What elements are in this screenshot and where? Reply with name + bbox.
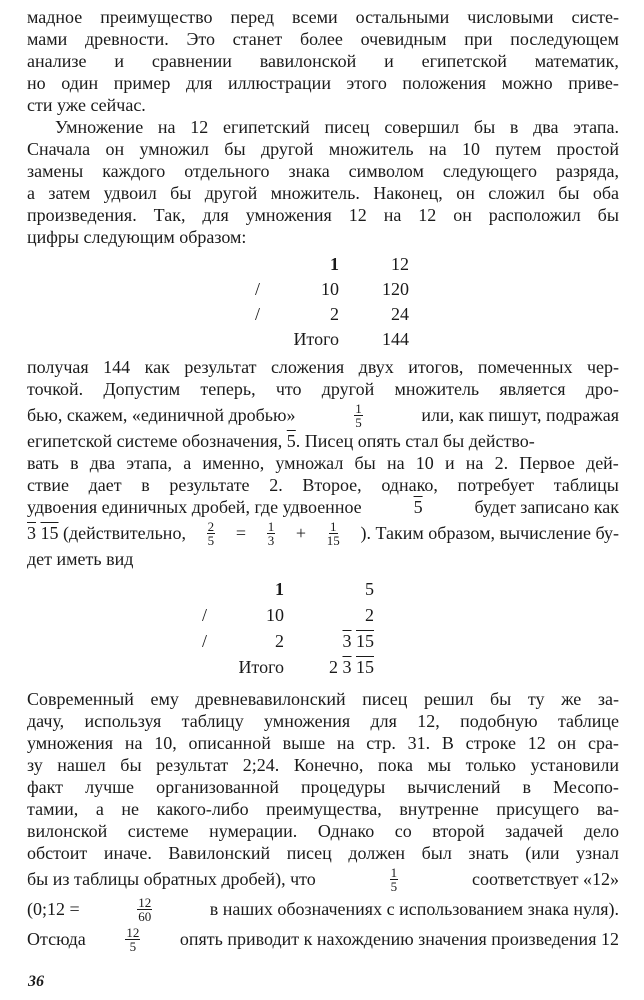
word: за- bbox=[597, 689, 619, 709]
word: Конечно, bbox=[293, 755, 364, 775]
text-line bbox=[27, 820, 619, 842]
word: и bbox=[114, 51, 125, 71]
plus-sign: + bbox=[295, 523, 307, 543]
word: мадное bbox=[27, 7, 83, 27]
text-segment: 3 15 (действительно, bbox=[27, 523, 186, 543]
word: вилонской bbox=[27, 821, 108, 841]
text-line bbox=[27, 924, 619, 954]
word: отдельного bbox=[184, 161, 270, 181]
text-line bbox=[27, 356, 619, 378]
word: 10, bbox=[154, 733, 177, 753]
word: египетской bbox=[421, 51, 507, 71]
word: замены bbox=[27, 161, 84, 181]
word: умножил bbox=[139, 139, 209, 159]
text-line bbox=[27, 496, 619, 518]
text-line bbox=[27, 182, 619, 204]
word: бы bbox=[224, 139, 246, 159]
text-segment: будет записано как bbox=[474, 497, 619, 517]
word: итогов, bbox=[408, 357, 464, 377]
table-row: / 2 24 bbox=[255, 304, 409, 324]
word: остальными bbox=[355, 7, 450, 27]
word: другой bbox=[204, 183, 258, 203]
word: Сначала bbox=[27, 139, 91, 159]
word: умножения bbox=[245, 205, 332, 225]
word: умножал bbox=[275, 453, 344, 473]
denominator: 5 bbox=[355, 414, 362, 430]
word: узнал bbox=[576, 843, 619, 863]
unit-fraction: 5 bbox=[413, 497, 423, 517]
word: что bbox=[275, 379, 302, 399]
paragraph-3 bbox=[27, 356, 619, 570]
word: разряда, bbox=[555, 161, 619, 181]
word: используя bbox=[84, 711, 162, 731]
word: дело bbox=[583, 821, 619, 841]
text-line bbox=[27, 864, 619, 894]
word: на bbox=[383, 205, 402, 225]
text-line bbox=[27, 518, 619, 548]
word: факт bbox=[27, 777, 64, 797]
word: для bbox=[370, 711, 397, 731]
text-line bbox=[27, 400, 619, 430]
word: расположил bbox=[488, 205, 581, 225]
word: 2;24. bbox=[242, 755, 280, 775]
word: Вавилонский bbox=[168, 843, 271, 863]
word: результат bbox=[184, 357, 257, 377]
word: а bbox=[183, 453, 192, 473]
word: оба bbox=[592, 183, 619, 203]
denominator: 5 bbox=[129, 938, 137, 954]
text-segment: опять приводит к нахождению значения произведения 12 bbox=[179, 929, 619, 949]
paragraph-1 bbox=[27, 6, 619, 116]
word: 10 bbox=[461, 139, 480, 159]
word: же bbox=[561, 689, 582, 709]
numerator: 2 bbox=[207, 518, 215, 534]
word: в bbox=[522, 777, 532, 797]
word: со bbox=[394, 821, 412, 841]
word: дей- bbox=[586, 453, 619, 473]
word: дачу, bbox=[27, 711, 65, 731]
text-line bbox=[27, 138, 619, 160]
word: положения bbox=[402, 73, 487, 93]
fraction bbox=[267, 520, 276, 547]
text-segment: (0;12 = bbox=[27, 899, 80, 919]
text-line bbox=[27, 776, 619, 798]
fraction bbox=[137, 896, 152, 923]
fraction bbox=[125, 926, 140, 953]
word: один bbox=[61, 73, 99, 93]
denominator: 15 bbox=[326, 532, 340, 548]
word: в bbox=[141, 475, 150, 495]
text-segment: соответствует «12» bbox=[472, 869, 619, 889]
word: произведения. bbox=[27, 205, 137, 225]
word: дро- bbox=[585, 379, 619, 399]
word: писец bbox=[362, 689, 408, 709]
word: Умножение bbox=[55, 117, 144, 137]
word: ствие bbox=[27, 475, 69, 495]
denominator: 5 bbox=[207, 532, 215, 548]
word: удвоил bbox=[103, 183, 157, 203]
word: два bbox=[533, 117, 559, 137]
word: другой bbox=[260, 139, 314, 159]
text-line bbox=[27, 754, 619, 776]
text-segment: бы из таблицы обратных дробей), что bbox=[27, 869, 316, 889]
text-segment: ). Таким образом, вычисление бу- bbox=[360, 523, 619, 543]
word: описанной bbox=[188, 733, 271, 753]
text-line: цифры следующим образом: bbox=[27, 227, 247, 247]
word: а bbox=[95, 799, 104, 819]
paragraph-2 bbox=[27, 116, 619, 248]
word: анализе bbox=[27, 51, 87, 71]
text-line bbox=[27, 6, 619, 28]
word: множитель bbox=[394, 379, 480, 399]
word: древности. bbox=[85, 29, 169, 49]
table-row: Итого 2 3 15 bbox=[238, 657, 374, 677]
word: таблицу bbox=[181, 711, 244, 731]
word: другой bbox=[321, 379, 375, 399]
word: 12 bbox=[190, 117, 209, 137]
word: сложил bbox=[488, 183, 545, 203]
word: получая bbox=[27, 357, 89, 377]
word: на bbox=[465, 453, 484, 473]
numerator: 1 bbox=[390, 864, 398, 880]
table-row: Итого 144 bbox=[293, 329, 409, 349]
text-line bbox=[27, 474, 619, 496]
word: этапа. bbox=[573, 117, 619, 137]
word: только bbox=[465, 755, 516, 775]
word: он bbox=[453, 205, 472, 225]
word: на bbox=[124, 733, 143, 753]
word: 31. bbox=[407, 733, 431, 753]
text-line bbox=[27, 430, 619, 452]
word: писец bbox=[324, 117, 370, 137]
word: системе bbox=[127, 821, 189, 841]
text-segment: бью, скажем, «единичной дробью» bbox=[27, 405, 296, 425]
egyptian-multiplication-table-1 bbox=[255, 252, 409, 352]
word: преимущество bbox=[100, 7, 213, 27]
page-number: 36 bbox=[28, 973, 44, 990]
word: Второе, bbox=[302, 475, 362, 495]
numerator: 1 bbox=[330, 518, 337, 534]
word: 12, bbox=[417, 711, 440, 731]
word: помеченных bbox=[477, 357, 573, 377]
word: но bbox=[27, 73, 46, 93]
denominator: 3 bbox=[267, 532, 275, 548]
numerator: 1 bbox=[267, 518, 275, 534]
word: и bbox=[444, 453, 455, 473]
unit-fraction: 5 bbox=[286, 431, 296, 451]
fraction bbox=[390, 866, 399, 893]
word: нумерации. bbox=[209, 821, 298, 841]
text-segment: удвоения единичных дробей, где удвоенное bbox=[27, 497, 362, 517]
word: 2. bbox=[269, 475, 283, 495]
word: преимущества, bbox=[266, 799, 382, 819]
word: сравнении bbox=[151, 51, 232, 71]
word: знака bbox=[288, 161, 330, 181]
table-row: 1 5 bbox=[275, 579, 374, 599]
word: 12 bbox=[527, 733, 546, 753]
text-segment: египетской системе обозначения, 5. Писец опять стал бы действо- bbox=[27, 431, 535, 451]
word: результат bbox=[156, 755, 229, 775]
text-line bbox=[27, 798, 619, 820]
word: можно bbox=[501, 73, 553, 93]
text-line bbox=[27, 842, 619, 864]
word: потребует bbox=[457, 475, 535, 495]
word: Наконец, bbox=[373, 183, 443, 203]
word: 144 bbox=[103, 357, 131, 377]
word: знать bbox=[468, 843, 509, 863]
word: бы bbox=[354, 453, 376, 473]
word: последующем bbox=[510, 29, 619, 49]
word: (или bbox=[525, 843, 560, 863]
text-line bbox=[27, 160, 619, 182]
word: ва- bbox=[596, 799, 619, 819]
word: как bbox=[144, 357, 170, 377]
word: дает bbox=[88, 475, 122, 495]
text-segment: Отсюда bbox=[27, 929, 86, 949]
word: бы bbox=[473, 117, 496, 137]
word: решил bbox=[423, 689, 474, 709]
word: в bbox=[70, 453, 79, 473]
word: умножения bbox=[27, 733, 114, 753]
word: этапа, bbox=[126, 453, 173, 473]
word: ту bbox=[527, 689, 545, 709]
word: 12 bbox=[348, 205, 367, 225]
word: путем bbox=[495, 139, 542, 159]
word: 10 bbox=[415, 453, 434, 473]
text-line bbox=[27, 28, 619, 50]
text-line bbox=[27, 894, 619, 924]
word: тамии, bbox=[27, 799, 79, 819]
word: пример bbox=[113, 73, 171, 93]
word: выше bbox=[282, 733, 326, 753]
numerator: 12 bbox=[126, 924, 140, 940]
word: установили bbox=[530, 755, 619, 775]
word: результате bbox=[169, 475, 250, 495]
word: второй bbox=[432, 821, 485, 841]
word: бы bbox=[597, 205, 619, 225]
word: он bbox=[105, 139, 125, 159]
word: перед bbox=[230, 7, 274, 27]
word: пока bbox=[377, 755, 413, 775]
numerator: 1 bbox=[355, 400, 362, 416]
table-row: 1 12 bbox=[330, 254, 409, 274]
text-line bbox=[27, 204, 619, 226]
word: затем bbox=[48, 183, 91, 203]
text-segment: в наших обозначениях с использованием знака нуля). bbox=[209, 899, 619, 919]
word: стр. bbox=[366, 733, 396, 753]
word: систе- bbox=[571, 7, 619, 27]
word: точкой. bbox=[27, 379, 84, 399]
text-line: сти уже сейчас. bbox=[27, 95, 146, 115]
word: следующего bbox=[442, 161, 537, 181]
text-line: дет иметь вид bbox=[27, 549, 134, 569]
word: египетский bbox=[223, 117, 310, 137]
word: вавилонской bbox=[259, 51, 357, 71]
word: мами bbox=[27, 29, 68, 49]
text-line bbox=[27, 732, 619, 754]
text-line bbox=[27, 116, 619, 138]
word: присущего bbox=[496, 799, 580, 819]
word: всеми bbox=[292, 7, 338, 27]
word: должен bbox=[348, 843, 406, 863]
word: приве- bbox=[568, 73, 619, 93]
word: совершил bbox=[384, 117, 460, 137]
word: Допустим bbox=[103, 379, 181, 399]
word: на bbox=[157, 117, 176, 137]
word: лучше bbox=[85, 777, 134, 797]
word: нашел bbox=[57, 755, 106, 775]
word: символом bbox=[348, 161, 424, 181]
word: ему bbox=[150, 689, 179, 709]
text-line bbox=[27, 688, 619, 710]
word: Так, bbox=[153, 205, 186, 225]
word: внутренне bbox=[399, 799, 479, 819]
word: чер- bbox=[586, 357, 619, 377]
word: сложения bbox=[270, 357, 345, 377]
word: мы bbox=[427, 755, 452, 775]
word: множитель bbox=[328, 139, 414, 159]
word: станет bbox=[232, 29, 283, 49]
word: он bbox=[557, 733, 577, 753]
word: для bbox=[202, 205, 229, 225]
word: каждого bbox=[102, 161, 166, 181]
word: умножения bbox=[264, 711, 351, 731]
word: более bbox=[299, 29, 343, 49]
word: на bbox=[386, 453, 405, 473]
word: именно, bbox=[202, 453, 265, 473]
word: какого-либо bbox=[156, 799, 249, 819]
word: при bbox=[464, 29, 493, 49]
word: а bbox=[27, 183, 35, 203]
denominator: 5 bbox=[390, 878, 398, 894]
word: вычислений bbox=[407, 777, 501, 797]
text-line bbox=[27, 378, 619, 400]
word: задачей bbox=[505, 821, 564, 841]
word: в bbox=[509, 117, 519, 137]
text-segment: или, как пишут, подражая bbox=[421, 405, 619, 425]
word: иллюстрации bbox=[227, 73, 331, 93]
word: теперь, bbox=[200, 379, 256, 399]
word: В bbox=[441, 733, 454, 753]
word: Это bbox=[186, 29, 215, 49]
word: строке bbox=[465, 733, 517, 753]
word: 12 bbox=[418, 205, 437, 225]
book-page bbox=[27, 6, 619, 954]
word: 2. bbox=[494, 453, 509, 473]
word: организованной bbox=[156, 777, 279, 797]
word: был bbox=[421, 843, 452, 863]
word: обстоит bbox=[27, 843, 88, 863]
text-line bbox=[27, 72, 619, 94]
word: для bbox=[185, 73, 213, 93]
word: этого bbox=[346, 73, 387, 93]
denominator: 60 bbox=[138, 908, 152, 924]
word: таблицы bbox=[553, 475, 619, 495]
word: писец bbox=[286, 843, 332, 863]
word: не bbox=[121, 799, 140, 819]
fraction bbox=[207, 520, 216, 547]
table-row: / 10 2 bbox=[202, 605, 374, 625]
word: бы bbox=[558, 183, 580, 203]
word: Первое bbox=[519, 453, 575, 473]
numerator: 12 bbox=[138, 894, 152, 910]
paragraph-4 bbox=[27, 688, 619, 954]
word: зу bbox=[27, 755, 43, 775]
word: числовыми bbox=[467, 7, 554, 27]
fraction bbox=[327, 520, 340, 547]
word: таблице bbox=[557, 711, 619, 731]
word: множитель. bbox=[270, 183, 360, 203]
text-line bbox=[27, 452, 619, 474]
egyptian-multiplication-table-2 bbox=[202, 576, 374, 680]
word: бы bbox=[120, 755, 142, 775]
word: Месопо- bbox=[553, 777, 619, 797]
word: бы bbox=[170, 183, 192, 203]
word: на bbox=[336, 733, 355, 753]
text-line bbox=[27, 710, 619, 732]
word: бы bbox=[490, 689, 512, 709]
word: сра- bbox=[587, 733, 619, 753]
word: иначе. bbox=[103, 843, 152, 863]
word: на bbox=[428, 139, 447, 159]
word: однако, bbox=[381, 475, 438, 495]
word: Современный bbox=[27, 689, 134, 709]
word: простой bbox=[556, 139, 619, 159]
word: он bbox=[456, 183, 475, 203]
table-row: / 10 120 bbox=[255, 279, 409, 299]
word: процедуры bbox=[300, 777, 386, 797]
word: вать bbox=[27, 453, 59, 473]
word: древневавилонский bbox=[195, 689, 346, 709]
table-row: / 2 3 15 bbox=[202, 631, 374, 651]
word: подобную bbox=[460, 711, 538, 731]
text-line bbox=[27, 50, 619, 72]
word: Однако bbox=[317, 821, 375, 841]
word: математик, bbox=[534, 51, 619, 71]
fraction bbox=[354, 402, 363, 429]
word: очевидным bbox=[360, 29, 447, 49]
word: двух bbox=[358, 357, 394, 377]
equals-sign: = bbox=[235, 523, 247, 543]
word: два bbox=[89, 453, 116, 473]
word: является bbox=[499, 379, 566, 399]
word: и bbox=[384, 51, 394, 71]
